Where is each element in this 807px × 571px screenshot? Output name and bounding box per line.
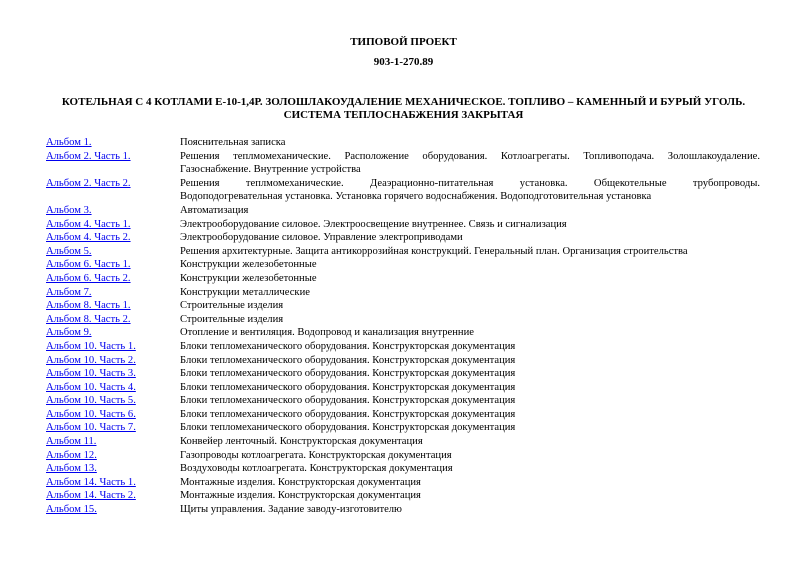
album-description-line: Решения теплмомеханические. Деаэрационно-питательная установка. Общекотельные трубопроводы. — [180, 177, 760, 189]
album-description — [180, 136, 760, 150]
album-row — [46, 449, 760, 463]
album-link[interactable]: Альбом 11. — [46, 436, 97, 448]
album-cell — [46, 367, 180, 381]
album-row — [46, 476, 760, 490]
album-description — [180, 462, 760, 476]
album-cell — [46, 503, 180, 517]
album-row — [46, 489, 760, 503]
album-description — [180, 449, 760, 463]
album-link[interactable]: Альбом 10. Часть 3. — [46, 368, 136, 380]
album-link[interactable]: Альбом 10. Часть 6. — [46, 408, 136, 420]
album-link[interactable]: Альбом 14. Часть 1. — [46, 476, 136, 488]
album-cell — [46, 408, 180, 422]
album-row — [46, 367, 760, 381]
album-cell — [46, 218, 180, 232]
album-description — [180, 408, 760, 422]
album-link[interactable]: Альбом 13. — [46, 463, 97, 475]
album-description — [180, 299, 760, 313]
album-cell — [46, 204, 180, 218]
project-code: 903-1-270.89 — [373, 56, 434, 68]
album-description — [180, 354, 760, 368]
album-description-line: Монтажные изделия. Конструкторская документация — [180, 490, 421, 502]
album-description — [180, 340, 760, 354]
album-cell — [46, 381, 180, 395]
album-link[interactable]: Альбом 10. Часть 5. — [46, 395, 136, 407]
album-description — [180, 245, 760, 259]
album-description-line: Решения архитектурные. Защита антикоррозийная конструкций. Генеральный план. Организация строительства — [180, 245, 688, 257]
album-cell — [46, 299, 180, 313]
album-description-line: Воздуховоды котлоагрегата. Конструкторская документация — [180, 463, 453, 475]
album-description-line: Газопроводы котлоагрегата. Конструкторская документация — [180, 449, 452, 461]
album-description-line: Блоки тепломеханического оборудования. Конструкторская документация — [180, 381, 516, 393]
album-description-line: Автоматизация — [180, 204, 249, 216]
album-description — [180, 258, 760, 272]
album-row — [46, 381, 760, 395]
album-row — [46, 326, 760, 340]
album-cell — [46, 313, 180, 327]
album-cell — [46, 326, 180, 340]
album-cell — [46, 245, 180, 259]
album-row — [46, 136, 760, 150]
album-cell — [46, 489, 180, 503]
album-description-line: Строительные изделия — [180, 313, 284, 325]
album-link[interactable]: Альбом 10. Часть 1. — [46, 340, 136, 352]
album-link[interactable]: Альбом 5. — [46, 245, 92, 257]
album-cell — [46, 462, 180, 476]
album-row — [46, 231, 760, 245]
album-row — [46, 299, 760, 313]
album-row — [46, 503, 760, 517]
album-row — [46, 435, 760, 449]
album-description-line: Конструкции железобетонные — [180, 259, 317, 271]
album-row — [46, 421, 760, 435]
album-link[interactable]: Альбом 14. Часть 2. — [46, 490, 136, 502]
album-description-line: Решения теплмомеханические. Расположение оборудования. Котлоагрегаты. Топливоподача. Золошлакоудаление. — [180, 150, 760, 162]
album-description — [180, 435, 760, 449]
album-link[interactable]: Альбом 4. Часть 1. — [46, 218, 131, 230]
album-row — [46, 272, 760, 286]
album-description-line: Конвейер ленточный. Конструкторская документация — [180, 436, 423, 448]
album-link[interactable]: Альбом 15. — [46, 504, 97, 516]
album-cell — [46, 449, 180, 463]
album-description-line: Электрооборудование силовое. Электроосвещение внутреннее. Связь и сигнализация — [180, 218, 567, 230]
album-description — [180, 313, 760, 327]
album-cell — [46, 354, 180, 368]
album-cell — [46, 435, 180, 449]
album-link[interactable]: Альбом 4. Часть 2. — [46, 232, 131, 244]
album-link[interactable]: Альбом 1. — [46, 137, 92, 148]
album-cell — [46, 136, 180, 150]
album-row — [46, 177, 760, 204]
album-cell — [46, 150, 180, 164]
album-row — [46, 408, 760, 422]
subtitle-line-1: КОТЕЛЬНАЯ С 4 КОТЛАМИ Е-10-1,4Р. ЗОЛОШЛАКОУДАЛЕНИЕ МЕХАНИЧЕСКОЕ. ТОПЛИВО – КАМЕННЫЙ И БУРЫЙ УГОЛЬ. — [61, 96, 746, 108]
album-description — [180, 286, 760, 300]
album-description — [180, 503, 760, 517]
album-row — [46, 462, 760, 476]
album-description-line: Блоки тепломеханического оборудования. Конструкторская документация — [180, 368, 516, 380]
album-description — [180, 231, 760, 245]
album-description — [180, 326, 760, 340]
album-cell — [46, 177, 180, 191]
album-link[interactable]: Альбом 12. — [46, 449, 97, 461]
album-description-line: Блоки тепломеханического оборудования. Конструкторская документация — [180, 422, 516, 434]
album-description — [180, 204, 760, 218]
album-description — [180, 489, 760, 503]
document-title: ТИПОВОЙ ПРОЕКТ — [350, 36, 457, 48]
album-cell — [46, 231, 180, 245]
album-description-line: Пояснительная записка — [180, 137, 286, 148]
album-description — [180, 394, 760, 408]
album-row — [46, 258, 760, 272]
album-row — [46, 313, 760, 327]
album-description — [180, 367, 760, 381]
album-row — [46, 245, 760, 259]
album-link[interactable]: Альбом 10. Часть 2. — [46, 354, 136, 366]
album-link[interactable]: Альбом 7. — [46, 286, 92, 298]
album-description-line: Водоподогревательная установка. Установка горячего водоснабжения. Водоподготовительная установка — [180, 191, 652, 203]
album-description-line: Блоки тепломеханического оборудования. Конструкторская документация — [180, 408, 516, 420]
album-description-line: Щиты управления. Задание заводу-изготовителю — [180, 504, 402, 516]
album-link[interactable]: Альбом 9. — [46, 327, 92, 339]
album-description-line: Конструкции железобетонные — [180, 272, 317, 284]
album-description-line: Конструкции металлические — [180, 286, 310, 298]
album-row — [46, 354, 760, 368]
album-link[interactable]: Альбом 8. Часть 1. — [46, 300, 131, 312]
album-description — [180, 218, 760, 232]
album-description-line: Блоки тепломеханического оборудования. Конструкторская документация — [180, 340, 516, 352]
album-description — [180, 150, 760, 177]
album-row — [46, 150, 760, 177]
album-description-line: Блоки тепломеханического оборудования. Конструкторская документация — [180, 395, 516, 407]
album-list — [46, 136, 760, 517]
album-description-line: Строительные изделия — [180, 300, 284, 312]
album-link[interactable]: Альбом 10. Часть 7. — [46, 422, 136, 434]
album-cell — [46, 394, 180, 408]
album-row — [46, 204, 760, 218]
album-cell — [46, 340, 180, 354]
album-cell — [46, 272, 180, 286]
album-cell — [46, 476, 180, 490]
album-description — [180, 272, 760, 286]
album-description-line: Блоки тепломеханического оборудования. Конструкторская документация — [180, 354, 516, 366]
album-cell — [46, 258, 180, 272]
album-link[interactable]: Альбом 8. Часть 2. — [46, 313, 131, 325]
album-row — [46, 218, 760, 232]
album-link[interactable]: Альбом 10. Часть 4. — [46, 381, 136, 393]
album-link[interactable]: Альбом 6. Часть 2. — [46, 272, 131, 284]
album-description-line: Газоснабжение. Внутренние устройства — [180, 164, 361, 176]
album-link[interactable]: Альбом 6. Часть 1. — [46, 259, 131, 271]
album-description — [180, 476, 760, 490]
album-cell — [46, 421, 180, 435]
subtitle-line-2: СИСТЕМА ТЕПЛОСНАБЖЕНИЯ ЗАКРЫТАЯ — [283, 109, 524, 121]
album-description — [180, 177, 760, 204]
album-link[interactable]: Альбом 3. — [46, 204, 92, 216]
album-link[interactable]: Альбом 2. Часть 2. — [46, 177, 131, 189]
album-row — [46, 394, 760, 408]
album-link[interactable]: Альбом 2. Часть 1. — [46, 150, 131, 162]
album-row — [46, 340, 760, 354]
album-description — [180, 421, 760, 435]
album-row — [46, 286, 760, 300]
album-description-line: Электрооборудование силовое. Управление электроприводами — [180, 232, 463, 244]
album-description-line: Монтажные изделия. Конструкторская документация — [180, 476, 421, 488]
album-description — [180, 381, 760, 395]
album-description-line: Отопление и вентиляция. Водопровод и канализация внутренние — [180, 327, 474, 339]
album-cell — [46, 286, 180, 300]
